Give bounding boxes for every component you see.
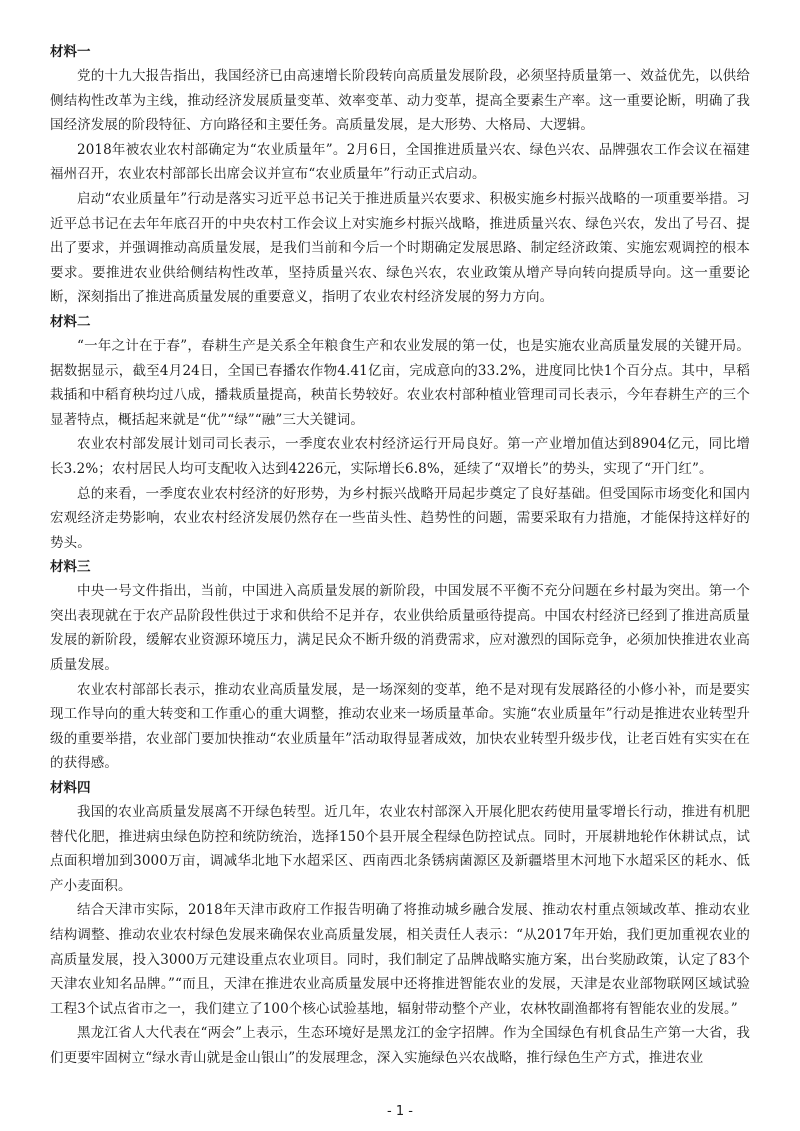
section-heading: 材料二	[50, 313, 91, 330]
document-page	[50, 40, 750, 1071]
paragraph: 黑龙江省人大代表在“两会”上表示，生态环境好是黑龙江的金字招牌。作为全国绿色有机食品生产第一大省，我们更要牢固树立“绿水青山就是金山银山”的发展理念，深入实施绿色兴农战略，推行绿色生产方式，推进农业	[50, 1025, 750, 1066]
material-2	[50, 310, 750, 555]
paragraph: 党的十九大报告指出，我国经济已由高速增长阶段转向高质量发展阶段，必须坚持质量第一、效益优先，以供给侧结构性改革为主线，推动经济发展质量变革、效率变革、动力变革，提高全要素生产率。这一重要论断，明确了我国经济发展的阶段特征、方向路径和主要任务。高质量发展，是大形势、大格局、大逻辑。	[50, 68, 750, 134]
paragraph: 农业农村部部长表示，推动农业高质量发展，是一场深刻的变革，绝不是对现有发展路径的小修小补，而是要实现工作导向的重大转变和工作重心的重大调整，推动农业来一场质量革命。实施“农业质量年”行动是推进农业转型升级的重要举措，农业部门要加快推动“农业质量年”活动取得显著成效，加快农业转型升级步伐，让老百姓有实实在在的获得感。	[50, 681, 750, 772]
paragraph: 中央一号文件指出，当前，中国进入高质量发展的新阶段，中国发展不平衡不充分问题在乡村最为突出。第一个突出表现就在于农产品阶段性供过于求和供给不足并存，农业供给质量亟待提高。中国农村经济已经到了推进高质量发展的新阶段，缓解农业资源环境压力，满足民众不断升级的消费需求，应对激烈的国际竞争，必须加快推进农业高质量发展。	[50, 583, 750, 674]
paragraph: 结合天津市实际，2018年天津市政府工作报告明确了将推动城乡融合发展、推动农村重点领域改革、推动农业结构调整、推动农业农村绿色发展来确保农业高质量发展，相关责任人表示：“从2017年开始，我们更加重视农业的高质量发展，投入3000万元建设重点农业项目。同时，我们制定了品牌战略实施方案，出台奖励政策，认定了83个天津农业知名品牌。”“而且，天津在推进农业高质量发展中还将推进智能农业的发展，天津是农业部物联网区域试验工程3个试点省市之一，我们建立了100个核心试验基地，辐射带动整个产业，农林牧副渔都将有智能农业的发展。”	[50, 902, 750, 1017]
material-1	[50, 40, 750, 310]
page-number: - 1 -	[387, 1104, 413, 1119]
section-heading: 材料三	[50, 559, 91, 576]
paragraph: 2018年被农业农村部确定为“农业质量年”。2月6日，全国推进质量兴农、绿色兴农、品牌强农工作会议在福建福州召开，农业农村部部长出席会议并宣布“农业质量年”行动正式启动。	[50, 141, 750, 183]
section-heading: 材料四	[50, 780, 91, 797]
paragraph: “一年之计在于春”，春耕生产是关系全年粮食生产和农业发展的第一仗，也是实施农业高质量发展的关键开局。据数据显示，截至4月24日，全国已春播农作物4.41亿亩，完成意向的33.2%，进度同比快1个百分点。其中，早稻栽插和中稻育秧均过八成，播栽质量提高，秧苗长势较好。农业农村部种植业管理司司长表示，今年春耕生产的三个显著特点，概括起来就是“优”“绿”“融”三大关键词。	[50, 337, 750, 428]
material-3	[50, 555, 750, 776]
paragraph: 我国的农业高质量发展离不开绿色转型。近几年，农业农村部深入开展化肥农药使用量零增长行动，推进有机肥替代化肥，推进病虫绿色防控和统防统治，选择150个县开展全程绿色防控试点。同时，开展耕地轮作休耕试点，试点面积增加到3000万亩，调减华北地下水超采区、西南西北条锈病菌源区及新疆塔里木河地下水超采区的耗水、低产小麦面积。	[50, 804, 750, 894]
material-4	[50, 776, 750, 1071]
paragraph: 农业农村部发展计划司司长表示，一季度农业农村经济运行开局良好。第一产业增加值达到8904亿元，同比增长3.2%；农村居民人均可支配收入达到4226元，实际增长6.8%，延续了“双增长”的势头，实现了“开门红”。	[50, 436, 750, 477]
paragraph: 总的来看，一季度农业农村经济的好形势，为乡村振兴战略开局起步奠定了良好基础。但受国际市场变化和国内宏观经济走势影响，农业农村经济发展仍然存在一些苗头性、趋势性的问题，需要采取有力措施，才能保持这样好的势头。	[50, 485, 750, 551]
section-heading: 材料一	[50, 44, 91, 60]
paragraph: 启动“农业质量年”行动是落实习近平总书记关于推进质量兴农要求、积极实施乡村振兴战略的一项重要举措。习近平总书记在去年年底召开的中央农村工作会议上对实施乡村振兴战略，推进质量兴农、绿色兴农，发出了号召、提出了要求，并强调推动高质量发展，是我们当前和今后一个时期确定发展思路、制定经济政策、实施宏观调控的根本要求。要推进农业供给侧结构性改革，坚持质量兴农、绿色兴农，农业政策从增产导向转向提质导向。这一重要论断，深刻指出了推进高质量发展的重要意义，指明了农业农村经济发展的努力方向。	[50, 190, 750, 306]
